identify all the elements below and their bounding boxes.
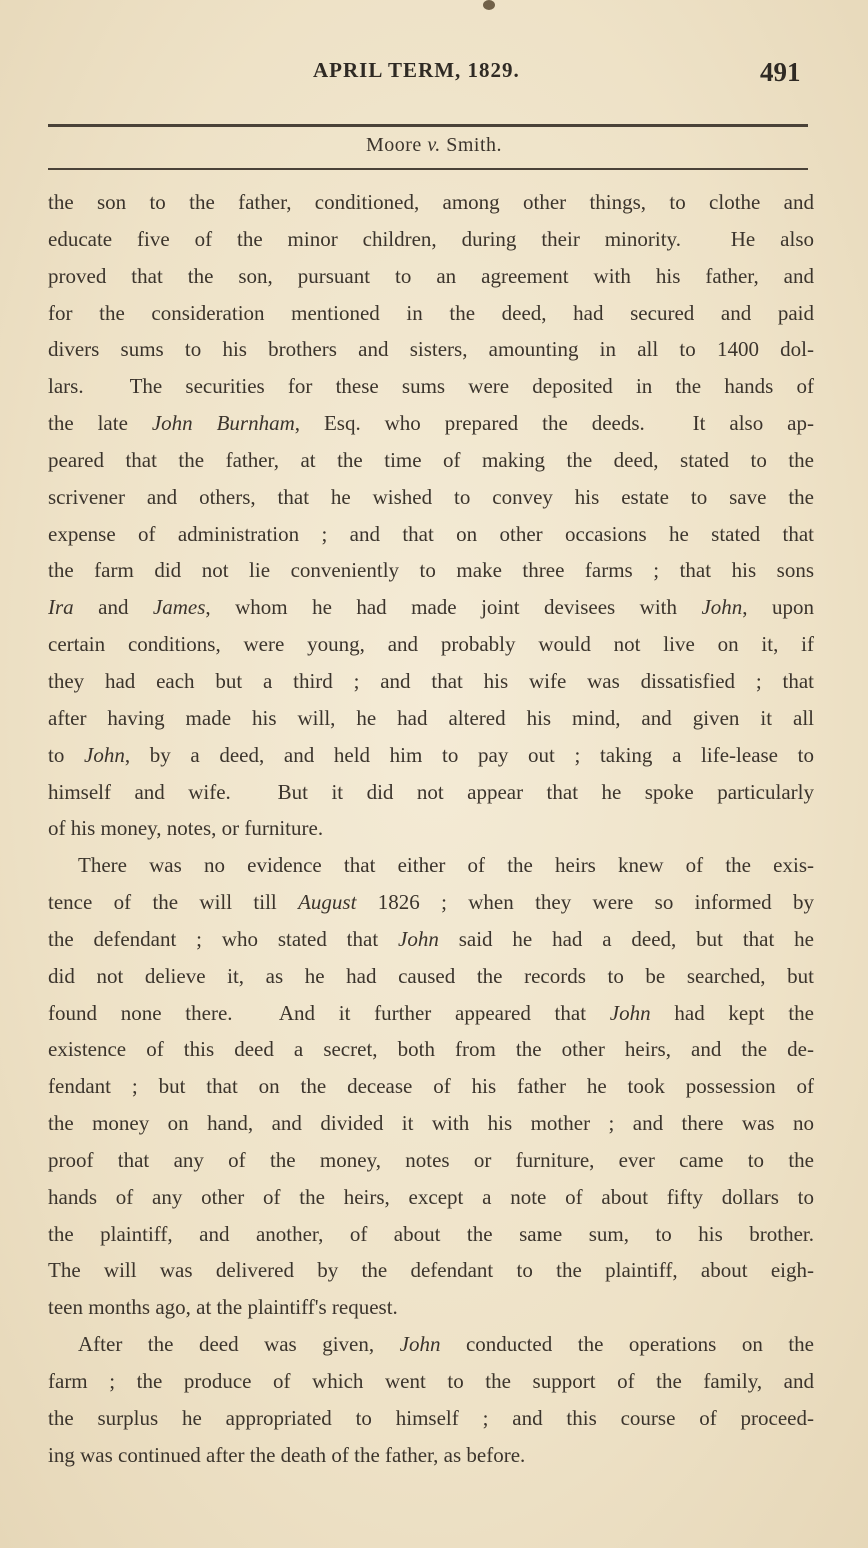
line-text: hands of any other of the heirs, except a note of about fifty dollars to xyxy=(48,1184,814,1209)
text-line xyxy=(48,1326,814,1363)
line-text: certain conditions, were young, and probably would not live on it, if xyxy=(48,632,814,657)
line-text: educate five of the minor children, during their minority. He also xyxy=(48,226,814,251)
line-text: found none there. And it further appeared that xyxy=(48,1000,610,1025)
text-line xyxy=(48,626,814,663)
text-line xyxy=(48,221,814,258)
case-title xyxy=(0,134,868,157)
italic-text: John xyxy=(399,1332,441,1357)
line-text: fendant ; but that on the decease of his father he took possession of xyxy=(48,1074,814,1099)
text-line xyxy=(48,405,814,442)
header-rule-top xyxy=(48,124,808,127)
text-line xyxy=(48,995,814,1032)
line-text: , Esq. who prepared the deeds. It also ap- xyxy=(294,411,814,436)
text-line xyxy=(48,663,814,700)
line-text: divers sums to his brothers and sisters, amounting in all to 1400 dol- xyxy=(48,337,814,362)
line-text: scrivener and others, that he wished to convey his estate to save the xyxy=(48,484,814,509)
line-text: of his money, notes, or furniture. xyxy=(48,816,324,841)
line-text: to xyxy=(48,742,84,767)
case-title-versus: v. xyxy=(427,134,441,156)
page-number: 491 xyxy=(760,57,801,87)
line-text: After the deed was given, xyxy=(78,1332,400,1357)
italic-text: John xyxy=(609,1000,651,1025)
line-text: after having made his will, he had altered his mind, and given it all xyxy=(48,705,814,730)
line-text: the defendant ; who stated that xyxy=(48,926,399,951)
italic-text: John Burnham xyxy=(151,411,295,436)
line-text: had kept the xyxy=(650,1000,814,1025)
text-line xyxy=(48,442,814,479)
text-line xyxy=(48,810,814,847)
header-rule-bottom xyxy=(48,168,808,170)
italic-text: John xyxy=(398,926,439,951)
line-text: peared that the father, at the time of making the deed, stated to the xyxy=(48,447,814,472)
text-line xyxy=(48,847,814,884)
text-line xyxy=(48,737,814,774)
case-title-defendant: Smith. xyxy=(440,134,503,156)
text-line xyxy=(48,1216,814,1253)
running-head xyxy=(0,58,868,92)
text-line xyxy=(48,368,814,405)
line-text: the money on hand, and divided it with his mother ; and there was no xyxy=(48,1111,814,1136)
italic-text: John xyxy=(84,742,125,767)
text-line xyxy=(48,331,814,368)
text-line xyxy=(48,1400,814,1437)
body-text xyxy=(48,184,814,1474)
text-line xyxy=(48,1437,814,1474)
line-text: farm ; the produce of which went to the support of the family, and xyxy=(48,1369,814,1393)
line-text: and xyxy=(73,595,153,620)
text-line xyxy=(48,479,814,516)
line-text: ing was continued after the death of the father, as before. xyxy=(48,1442,526,1467)
text-line xyxy=(48,958,814,995)
text-line xyxy=(48,589,814,626)
line-text: the farm did not lie conveniently to make three farms ; that his sons xyxy=(48,558,814,583)
line-text: they had each but a third ; and that his wife was dissatisfied ; that xyxy=(48,668,814,693)
line-text: himself and wife. But it did not appear that he spoke particularly xyxy=(48,779,814,804)
italic-text: Ira xyxy=(48,595,74,620)
text-line xyxy=(48,1068,814,1105)
line-text: said he had a deed, but that he xyxy=(438,926,814,951)
line-text: proof that any of the money, notes or furniture, ever came to the xyxy=(48,1147,814,1172)
text-line xyxy=(48,1289,814,1326)
line-text: 1826 ; when they were so informed by xyxy=(356,890,814,915)
italic-text: John xyxy=(701,595,743,620)
text-line xyxy=(48,921,814,958)
text-line xyxy=(48,258,814,295)
text-line xyxy=(48,700,814,737)
line-text: The will was delivered by the defendant to the plaintiff, about eigh- xyxy=(48,1258,814,1283)
text-line xyxy=(48,295,814,332)
line-text: the surplus he appropriated to himself ; and this course of proceed- xyxy=(48,1405,814,1430)
text-line xyxy=(48,1105,814,1142)
text-line xyxy=(48,774,814,811)
italic-text: August xyxy=(298,890,357,915)
line-text: , upon xyxy=(742,595,814,620)
line-text: tence of the will till xyxy=(48,890,299,915)
line-text: the plaintiff, and another, of about the same sum, to his brother. xyxy=(48,1221,814,1246)
text-line xyxy=(48,1363,814,1400)
italic-text: James xyxy=(152,595,206,620)
line-text: teen months ago, at the plaintiff's request. xyxy=(48,1295,398,1320)
line-text: for the consideration mentioned in the deed, had secured and paid xyxy=(48,300,814,325)
line-text: did not delieve it, as he had caused the records to be searched, but xyxy=(48,963,814,988)
line-text: the son to the father, conditioned, among other things, to clothe and xyxy=(48,190,814,214)
line-text: proved that the son, pursuant to an agreement with his father, and xyxy=(48,263,814,288)
text-line xyxy=(48,1031,814,1068)
text-line xyxy=(48,1142,814,1179)
case-title-plaintiff: Moore xyxy=(365,134,428,156)
line-text: existence of this deed a secret, both from the other heirs, and the de- xyxy=(48,1037,814,1062)
text-line xyxy=(48,516,814,553)
text-line xyxy=(48,884,814,921)
ink-speck xyxy=(483,0,495,10)
line-text: expense of administration ; and that on other occasions he stated that xyxy=(48,521,814,546)
text-line xyxy=(48,1179,814,1216)
running-title: APRIL TERM, 1829. xyxy=(313,58,520,82)
line-text: lars. The securities for these sums were deposited in the hands of xyxy=(48,374,814,399)
line-text: , whom he had made joint devisees with xyxy=(205,595,702,620)
text-line xyxy=(48,1252,814,1289)
text-line xyxy=(48,184,814,221)
text-line xyxy=(48,552,814,589)
line-text: conducted the operations on the xyxy=(440,1332,814,1357)
line-text: the late xyxy=(48,411,152,436)
line-text: , by a deed, and held him to pay out ; taking a life-lease to xyxy=(124,742,814,767)
line-text: There was no evidence that either of the heirs knew of the exis- xyxy=(78,853,814,878)
